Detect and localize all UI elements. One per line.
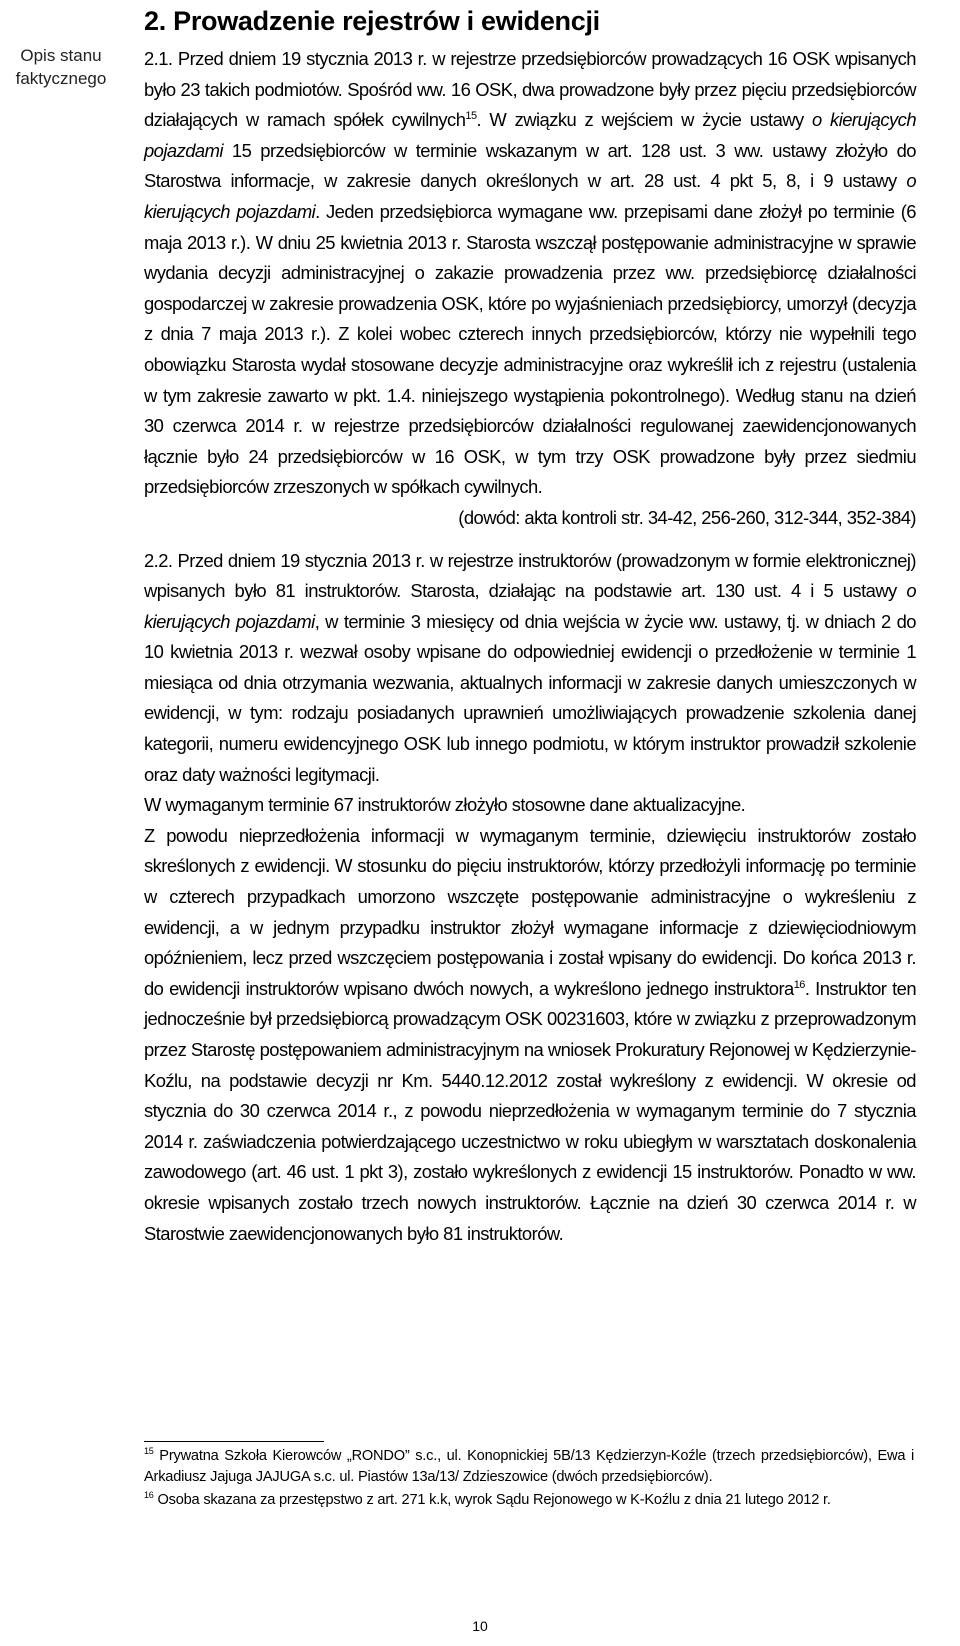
- evidence-reference: (dowód: akta kontroli str. 34-42, 256-260, 312-344, 352-384): [458, 506, 916, 528]
- section-number-2-2: 2.2.: [144, 549, 173, 571]
- footnote-16: [144, 1490, 914, 1511]
- act-title-italic: o kierujących pojazdami: [144, 580, 916, 632]
- paragraph-2-2-line: W wymaganym terminie 67 instruktorów złożyło stosowne dane aktualizacyjne.: [144, 794, 746, 816]
- footnote-ref-15[interactable]: 15: [465, 110, 477, 123]
- text-segment: . W związku z wejściem w życie ustawy: [476, 109, 813, 131]
- footnote-number: 15: [144, 1446, 154, 1457]
- act-title-italic: o kierujących pojazdami: [144, 170, 916, 222]
- main-content: [144, 0, 916, 1249]
- section-heading: 2. Prowadzenie rejestrów i ewidencji: [144, 6, 600, 36]
- text-segment: Z powodu nieprzedłożenia informacji w wymaganym terminie, dziewięciu instruktorów zostało skreślonych z ewidencji. W stosunku do pięciu instruktorów, którzy przedłożyli informację po terminie w czterech przypadkach umorzono wszczęte postępowanie administracyjne o wykreśleniu z ewidencji, a w jednym przypadku instruktor złożył wymagane informacje z dziewięciodniowym opóźnieniem, lecz przed wszczęciem postępowania i został wpisany do ewidencji. Do końca 2013 r. do ewidencji instruktorów wpisano dwóch nowych, a wykreślono jednego instruktora: [144, 824, 916, 999]
- text-segment: , w terminie 3 miesięcy od dnia wejścia w życie ww. ustawy, tj. w dniach 2 do 10 kwietnia 2013 r. wezwał osoby wpisane do odpowiedniej ewidencji o przedłożenie w terminie 1 miesiąca od dnia otrzymania wezwania, aktualnych informacji w zakresie danych umieszczonych w ewidencji, w tym: rodzaju posiadanych uprawnień umożliwiających prowadzenie szkolenia danej kategorii, numeru ewidencyjnego OSK lub innego podmiotu, w którym instruktor prowadził szkolenie oraz daty ważności legitymacji.: [144, 610, 916, 785]
- paragraph-2-1: [144, 44, 916, 503]
- paragraph-2-2: [144, 546, 916, 791]
- paragraph-2-2-continued: [144, 821, 916, 1249]
- text-segment: . Instruktor ten jednocześnie był przedsiębiorcą prowadzącym OSK 00231603, które w związku z przeprowadzonym przez Starostę postępowaniem administracyjnym na wniosek Prokuratury Rejonowej w Kędzierzynie-Koźlu, na podstawie decyzji nr Km. 5440.12.2012 został wykreślony z ewidencji. W okresie od stycznia do 30 czerwca 2014 r., z powodu nieprzedłożenia w wymaganym terminie do 7 stycznia 2014 r. zaświadczenia potwierdzającego uczestnictwo w roku ubiegłym w warsztatach doskonalenia zawodowego (art. 46 ust. 1 pkt 3), zostało wykreślonych z ewidencji 15 instruktorów. Ponadto w ww. okresie wpisanych zostało trzech nowych instruktorów. Łącznie na dzień 30 czerwca 2014 r. w Starostwie zaewidencjonowanych było 81 instruktorów.: [144, 977, 916, 1244]
- footnote-text: Prywatna Szkoła Kierowców „RONDO” s.c., ul. Konopnickiej 5B/13 Kędzierzyn-Koźle (trzech przedsiębiorców), Ewa i Arkadiusz Jajuga JAJUGA s.c. ul. Piastów 13a/13/ Zdzieszowice (dwóch przedsiębiorców).: [144, 1448, 914, 1485]
- text-segment: Przed dniem 19 stycznia 2013 r. w rejestrze instruktorów (prowadzonym w formie elektronicznej) wpisanych było 81 instruktorów. Starosta, działając na podstawie art. 130 ust. 4 i 5 ustawy: [144, 549, 916, 602]
- margin-note: Opis stanu faktycznego: [15, 46, 107, 88]
- act-title-italic: o kierujących pojazdami: [144, 109, 916, 161]
- footnote-text: Osoba skazana za przestępstwo z art. 271 k.k, wyrok Sądu Rejonowego w K-Koźlu z dnia 21 lutego 2012 r.: [153, 1492, 831, 1508]
- footnote-number: 16: [144, 1490, 154, 1501]
- footnotes: [144, 1446, 914, 1513]
- text-segment: Przed dniem 19 stycznia 2013 r. w rejestrze przedsiębiorców prowadzących 16 OSK wpisanych było 23 takich podmiotów. Spośród ww. 16 OSK, dwa prowadzone były przez pięciu przedsiębiorców działających w ramach spółek cywilnych: [144, 48, 916, 131]
- footnote-15: [144, 1446, 914, 1488]
- section-number-2-1: 2.1.: [144, 48, 173, 69]
- footnote-divider: [144, 1441, 324, 1442]
- text-segment: 15 przedsiębiorców w terminie wskazanym w art. 128 ust. 3 ww. ustawy złożyło do Starostwa informacje, w zakresie danych określonych w art. 28 ust. 4 pkt 5, 8, i 9 ustawy: [144, 139, 916, 192]
- text-segment: . Jeden przedsiębiorca wymagane ww. przepisami dane złożył po terminie (6 maja 2013 r.). W dniu 25 kwietnia 2013 r. Starosta wszczął postępowanie administracyjne w sprawie wydania decyzji administracyjnej o zakazie prowadzenia przez ww. przedsiębiorcę działalności gospodarczej w zakresie prowadzenia OSK, które po wyjaśnieniach przedsiębiorcy, umorzył (decyzja z dnia 7 maja 2013 r.). Z kolei wobec czterech innych przedsiębiorców, którzy nie wypełnili tego obowiązku Starosta wydał stosowane decyzje administracyjne oraz wykreślił ich z rejestru (ustalenia w tym zakresie zawarto w pkt. 1.4. niniejszego wystąpienia pokontrolnego). Według stanu na dzień 30 czerwca 2014 r. w rejestrze przedsiębiorców działalności regulowanej zaewidencjonowanych łącznie było 24 przedsiębiorców w 16 OSK, w tym trzy OSK prowadzone były przez siedmiu przedsiębiorców zrzeszonych w spółkach cywilnych.: [144, 200, 916, 498]
- footnote-ref-16[interactable]: 16: [793, 978, 805, 991]
- page-number: 10: [472, 1618, 488, 1634]
